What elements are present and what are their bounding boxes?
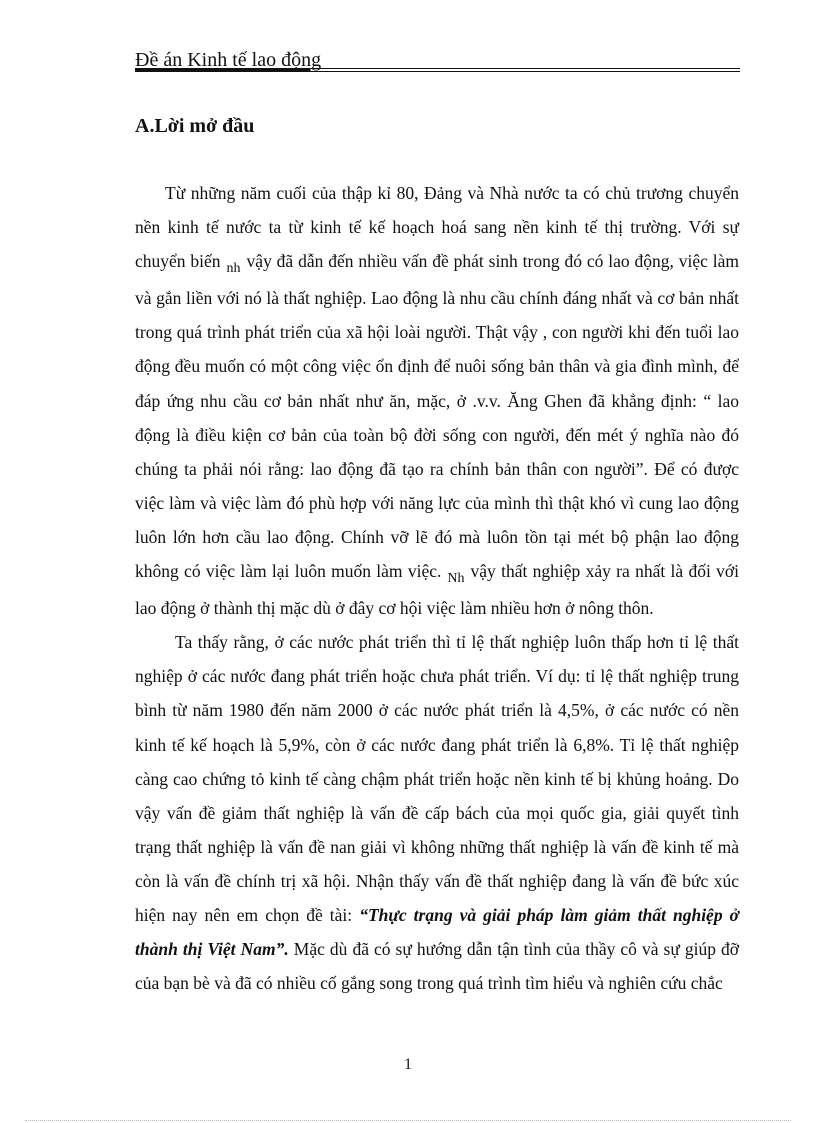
- header-title: Đề án Kinh tế lao động: [135, 49, 322, 71]
- header-rule-secondary: [135, 71, 740, 72]
- page-bottom-divider: [25, 1120, 791, 1121]
- paragraph1-artifact1: nh: [226, 261, 241, 277]
- header-rule: [135, 68, 740, 69]
- body-text: [135, 176, 739, 1000]
- paragraph1-part2: vậy đã dẫn đến nhiều vấn đề phát sinh trong đó có lao động, việc làm và gắn liền với nó là thất nghiệp. Lao động là nhu cầu chính đáng nhất và cơ bản nhất trong quá trình phát triển của xã hội loài người. Thật vậy , con người khi đến tuổi lao động đều muốn có một công việc ổn định để nuôi sống bản thân và gia đình mình, để đáp ứng nhu cầu cơ bản nhất như ăn, mặc, ở .v.v. Ăng Ghen đã khẳng định: “ lao động là điều kiện cơ bản của toàn bộ đời sống con người, đến mét ý nghĩa nào đó chúng ta phải nói rằng: lao động đã tạo ra chính bản thân con người”. Để có được việc làm và việc làm đó phù hợp với năng lực của mình thì thật khó vì cung lao động luôn lớn hơn cầu lao động. Chính vỡ lẽ đó mà luôn tồn tại mét bộ phận lao động không có việc làm lại luôn muốn làm việc.: [135, 251, 739, 582]
- paragraph2-part2: Mặc dù đã có sự hướng dẫn tận tình của thầy cô và sự giúp đỡ của bạn bè và đã có nhiều cố gắng song trong quá trình tìm hiểu và nghiên cứu chắc: [135, 939, 740, 994]
- paragraph-introduction: [135, 176, 739, 625]
- paragraph1-part3: vậy thất nghiệp xảy ra nhất là đối với lao động ở thành thị mặc dù ở đây cơ hội việc làm nhiều hơn ở nông thôn.: [135, 561, 739, 619]
- document-header: [135, 46, 740, 74]
- page-number: 1: [404, 1056, 412, 1073]
- paragraph1-part1: Từ những năm cuối của thập kỉ 80, Đảng và Nhà nước ta có chủ trương chuyển nền kinh tế nước ta từ kinh tế kế hoạch hoá sang nền kinh tế thị trường. Với sự chuyển biến: [135, 183, 739, 272]
- paragraph-unemployment-rates: [135, 625, 739, 1000]
- section-title: A.Lời mở đầu: [135, 115, 255, 137]
- paragraph2-part1: Ta thấy rằng, ở các nước phát triển thì tỉ lệ thất nghiệp luôn thấp hơn tỉ lệ thất nghiệp ở các nước đang phát triển hoặc chưa phát triển. Ví dụ: tỉ lệ thất nghiệp trung bình từ năm 1980 đến năm 2000 ở các nước phát triển là 4,5%, ở các nước có nền kinh tế kế hoạch là 5,9%, còn ở các nước đang phát triển là 6,8%. Tỉ lệ thất nghiệp càng cao chứng tỏ kinh tế càng chậm phát triển hoặc nền kinh tế bị khủng hoảng. Do vậy vấn đề giảm thất nghiệp là vấn đề cấp bách của mọi quốc gia, giải quyết tình trạng thất nghiệp là vấn đề nan giải vì không những thất nghiệp là vấn đề kinh tế mà còn là vấn đề chính trị xã hội. Nhận thấy vấn đề thất nghiệp đang là vấn đề bức xúc hiện nay nên em chọn đề tài:: [135, 632, 739, 925]
- topic-title: “Thực trạng và giải pháp làm giảm thất nghiệp ở thành thị Việt Nam”.: [135, 904, 740, 960]
- paragraph1-artifact2: Nh: [447, 571, 465, 587]
